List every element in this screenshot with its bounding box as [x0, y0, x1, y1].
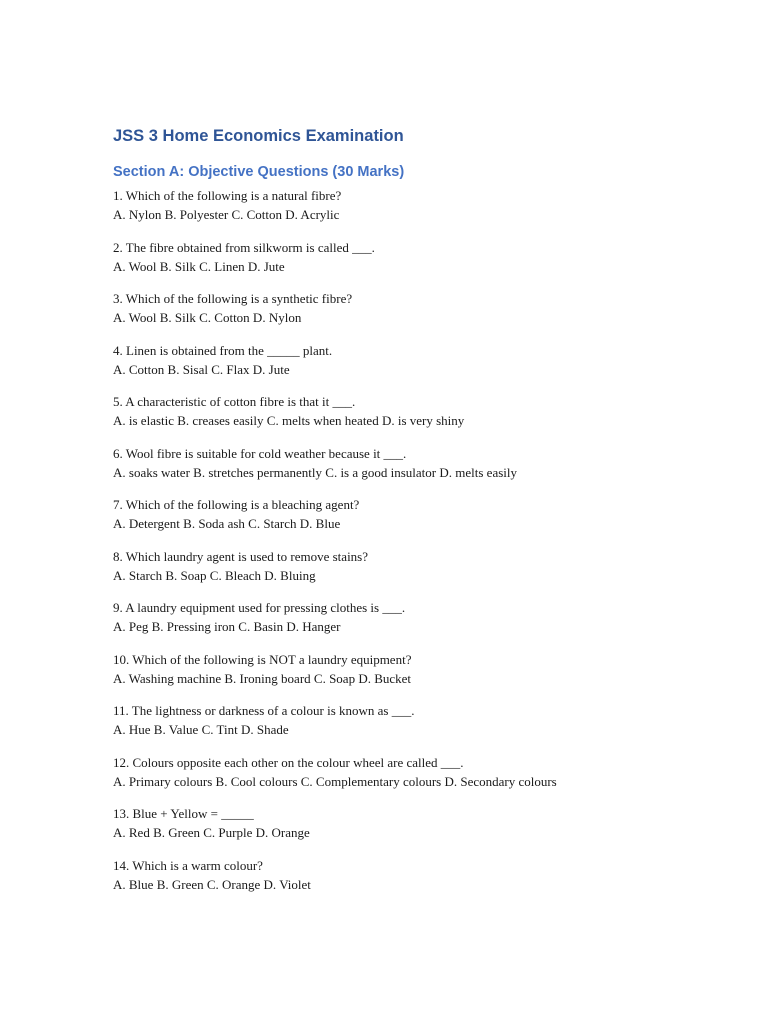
question-item [113, 701, 733, 753]
question-text: 7. Which of the following is a bleaching agent? [113, 497, 360, 512]
question-text: 8. Which laundry agent is used to remove stains? [113, 548, 369, 564]
question-item [113, 547, 733, 599]
question-text: 13. Blue + Yellow = _____ [113, 806, 254, 821]
document-body [113, 124, 733, 907]
question-item [113, 392, 733, 444]
question-options: A. Detergent B. Soda ash C. Starch D. Blue [113, 516, 341, 531]
question-text: 14. Which is a warm colour? [113, 857, 263, 873]
question-item [113, 804, 733, 856]
question-options: A. Primary colours B. Cool colours C. Complementary colours D. Secondary colours [113, 773, 557, 789]
question-options: A. Hue B. Value C. Tint D. Shade [113, 722, 289, 737]
question-text: 9. A laundry equipment used for pressing clothes is ___. [113, 600, 406, 615]
question-options: A. Nylon B. Polyester C. Cotton D. Acrylic [113, 207, 340, 222]
question-item [113, 238, 733, 290]
question-text: 11. The lightness or darkness of a colour is known as ___. [113, 703, 415, 718]
question-item [113, 341, 733, 393]
question-text: 3. Which of the following is a synthetic fibre? [113, 291, 353, 306]
question-item [113, 856, 733, 908]
question-item [113, 444, 733, 496]
question-options: A. soaks water B. stretches permanently C. is a good insulator D. melts easily [113, 464, 518, 480]
question-item [113, 289, 733, 341]
question-text: 10. Which of the following is NOT a laundry equipment? [113, 651, 412, 667]
question-options: A. Washing machine B. Ironing board C. Soap D. Bucket [113, 670, 412, 686]
page-title: JSS 3 Home Economics Examination [113, 127, 404, 145]
question-item [113, 495, 733, 547]
question-text: 4. Linen is obtained from the _____ plant. [113, 342, 333, 358]
question-options: A. Peg B. Pressing iron C. Basin D. Hanger [113, 619, 341, 634]
question-options: A. Blue B. Green C. Orange D. Violet [113, 876, 311, 892]
question-options: A. Starch B. Soap C. Bleach D. Bluing [113, 567, 316, 583]
question-options: A. Cotton B. Sisal C. Flax D. Jute [113, 361, 290, 377]
question-text: 2. The fibre obtained from silkworm is called ___. [113, 239, 375, 255]
question-item [113, 598, 733, 650]
question-list [113, 186, 733, 907]
question-text: 12. Colours opposite each other on the colour wheel are called ___. [113, 754, 464, 770]
question-text: 1. Which of the following is a natural fibre? [113, 188, 342, 203]
question-options: A. Wool B. Silk C. Linen D. Jute [113, 258, 285, 274]
question-item [113, 186, 733, 238]
section-heading: Section A: Objective Questions (30 Marks) [113, 164, 405, 180]
question-text: 5. A characteristic of cotton fibre is that it ___. [113, 394, 356, 409]
question-item [113, 753, 733, 805]
question-options: A. Wool B. Silk C. Cotton D. Nylon [113, 310, 302, 325]
question-options: A. Red B. Green C. Purple D. Orange [113, 825, 310, 840]
question-text: 6. Wool fibre is suitable for cold weather because it ___. [113, 445, 407, 461]
question-options: A. is elastic B. creases easily C. melts when heated D. is very shiny [113, 413, 465, 428]
question-item [113, 650, 733, 702]
